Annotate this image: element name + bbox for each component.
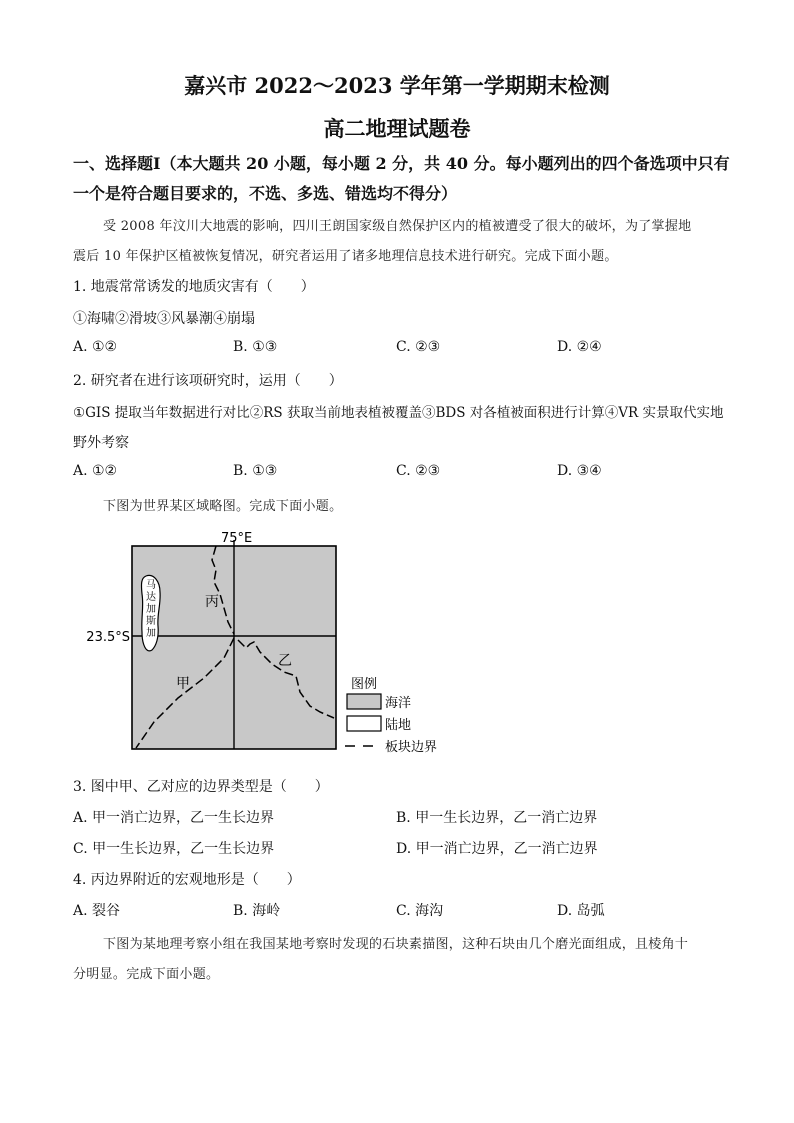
q4-option-c[interactable]: C. 海沟 xyxy=(396,903,444,919)
passage3-line1: 下图为某地理考察小组在我国某地考察时发现的石块素描图，这种石块由几个磨光面组成，且棱角十 xyxy=(103,937,689,952)
exam-title: 嘉兴市 2022～2023 学年第一学期期末检测 xyxy=(184,73,610,98)
island-char-1: 马 xyxy=(146,580,156,591)
q3-option-d[interactable]: D. 甲一消亡边界，乙一消亡边界 xyxy=(396,841,598,857)
island-char-4: 斯 xyxy=(146,616,156,627)
q2-items-line2: 野外考察 xyxy=(73,435,129,451)
q2-option-a[interactable]: A. ①② xyxy=(73,463,118,479)
q3-stem: 3. 图中甲、乙对应的边界类型是（ ） xyxy=(73,779,329,795)
legend-ocean-label: 海洋 xyxy=(385,696,412,711)
region-map xyxy=(86,526,460,762)
q1-option-a[interactable]: A. ①② xyxy=(73,339,118,355)
legend-land-label: 陆地 xyxy=(385,718,412,733)
passage2: 下图为世界某区域略图。完成下面小题。 xyxy=(103,499,343,514)
section-heading-line1: 一、选择题Ⅰ（本大题共 20 小题，每小题 2 分，共 40 分。每小题列出的四个备选项中只有 xyxy=(73,154,730,173)
q3-option-b[interactable]: B. 甲一生长边界，乙一消亡边界 xyxy=(396,810,598,826)
island-char-3: 加 xyxy=(146,604,156,615)
label-yi: 乙 xyxy=(278,653,292,669)
q2-option-d[interactable]: D. ③④ xyxy=(557,463,602,479)
q2-option-c[interactable]: C. ②③ xyxy=(396,463,441,479)
passage1-line1: 受 2008 年汶川大地震的影响，四川王朗国家级自然保护区内的植被遭受了很大的破坏，为了掌握地 xyxy=(103,219,692,234)
q4-stem: 4. 丙边界附近的宏观地形是（ ） xyxy=(73,872,301,888)
island-char-5: 加 xyxy=(146,628,156,639)
legend-land-swatch xyxy=(347,716,381,731)
legend-boundary-label: 板块边界 xyxy=(385,740,438,755)
q1-items: ①海啸②滑坡③风暴潮④崩塌 xyxy=(73,311,255,327)
label-jia: 甲 xyxy=(176,676,190,692)
q1-option-d[interactable]: D. ②④ xyxy=(557,339,602,355)
q4-option-b[interactable]: B. 海岭 xyxy=(233,903,281,919)
q2-items-line1: ①GIS 提取当年数据进行对比②RS 获取当前地表植被覆盖③BDS 对各植被面积进行计算④VR 实景取代实地 xyxy=(73,405,724,421)
section-heading-line2: 一个是符合题目要求的，不选、多选、错选均不得分） xyxy=(73,184,458,203)
longitude-label: 75°E xyxy=(221,531,253,546)
legend-ocean-swatch xyxy=(347,694,381,709)
legend-title: 图例 xyxy=(351,677,378,692)
q2-stem: 2. 研究者在进行该项研究时，运用（ ） xyxy=(73,373,343,389)
q3-option-c[interactable]: C. 甲一生长边界，乙一生长边界 xyxy=(73,841,275,857)
latitude-label: 23.5°S xyxy=(86,630,130,645)
passage1-line2: 震后 10 年保护区植被恢复情况，研究者运用了诸多地理信息技术进行研究。完成下面小题。 xyxy=(73,249,618,264)
island-char-2: 达 xyxy=(146,592,156,603)
q4-option-a[interactable]: A. 裂谷 xyxy=(73,903,121,919)
exam-subtitle: 高二地理试题卷 xyxy=(323,116,471,141)
passage3-line2: 分明显。完成下面小题。 xyxy=(73,967,220,982)
map-legend xyxy=(345,677,437,755)
q4-option-d[interactable]: D. 岛弧 xyxy=(557,903,605,919)
q1-stem: 1. 地震常常诱发的地质灾害有（ ） xyxy=(73,279,315,295)
q1-option-c[interactable]: C. ②③ xyxy=(396,339,441,355)
q2-option-b[interactable]: B. ①③ xyxy=(233,463,278,479)
label-bing: 丙 xyxy=(205,594,219,610)
q3-option-a[interactable]: A. 甲一消亡边界，乙一生长边界 xyxy=(73,810,275,826)
q1-option-b[interactable]: B. ①③ xyxy=(233,339,278,355)
